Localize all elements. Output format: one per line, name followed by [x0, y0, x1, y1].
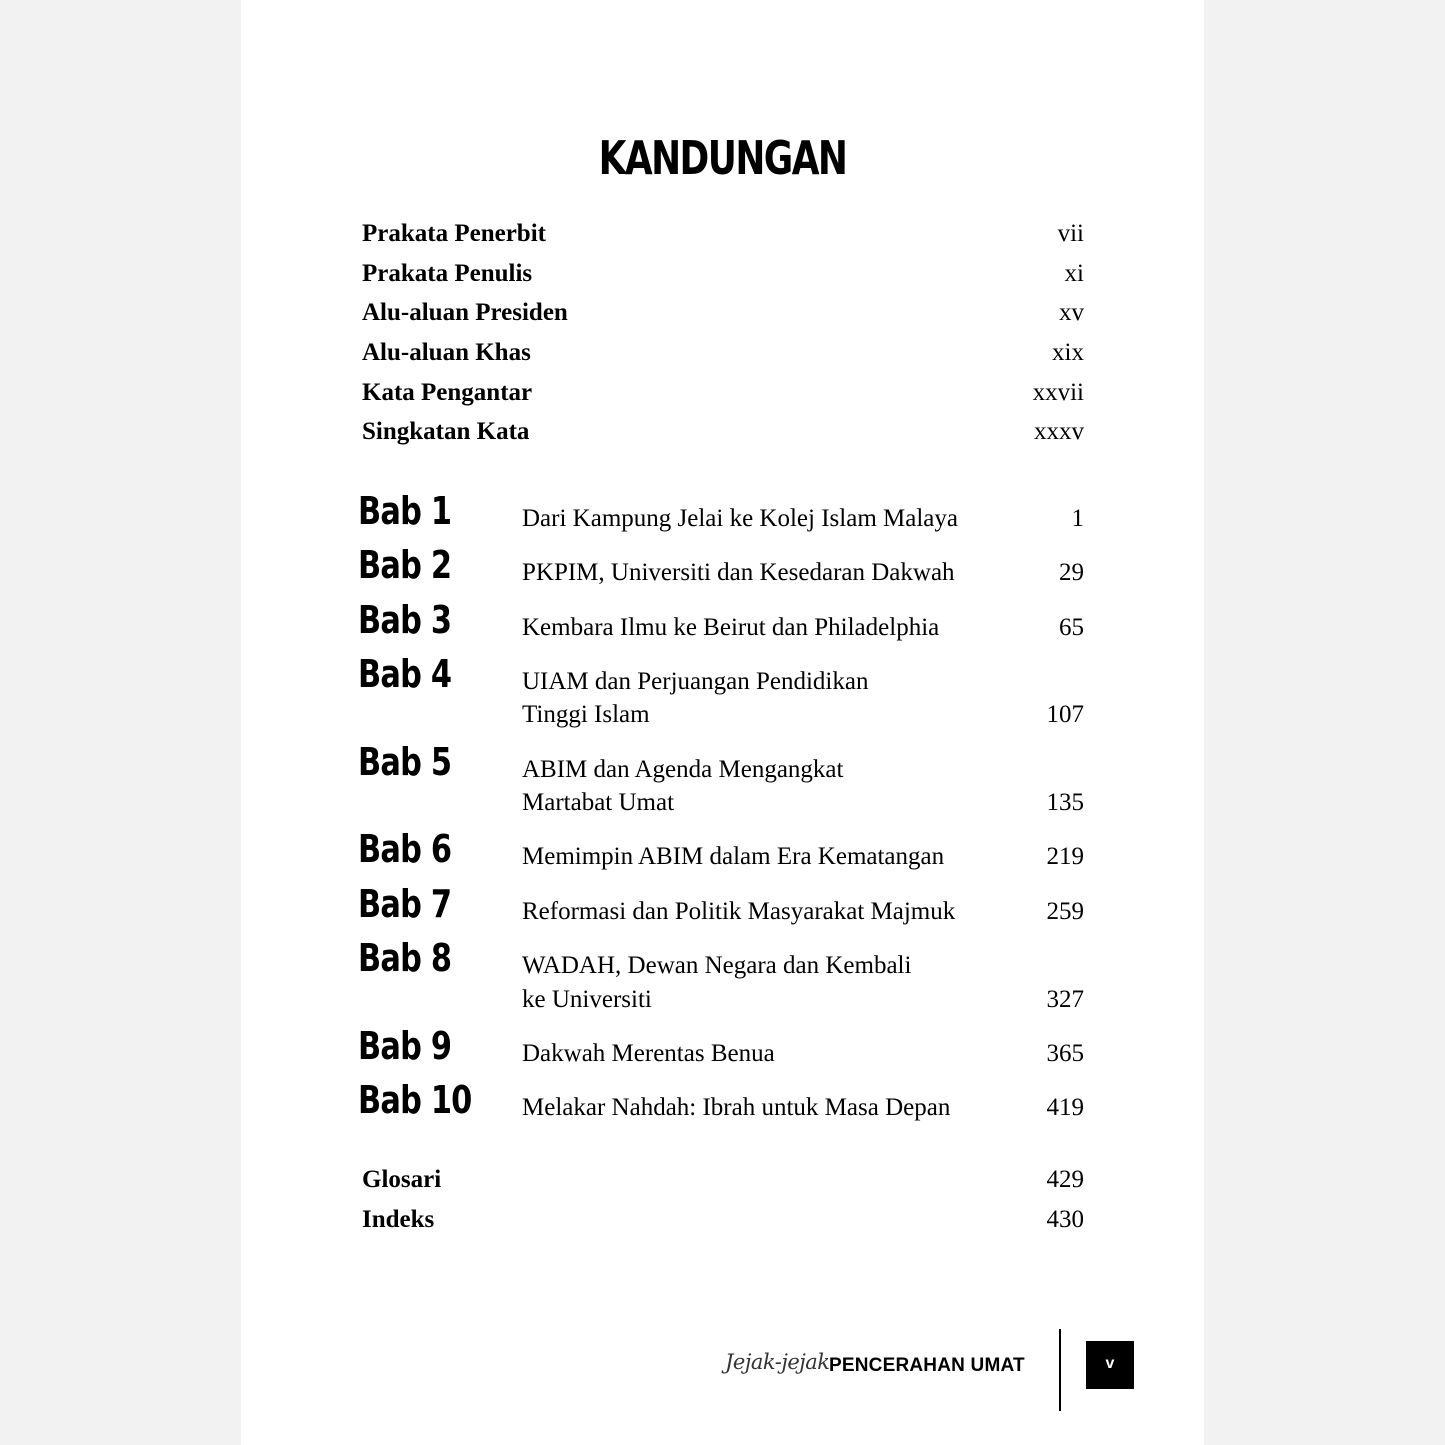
chapter-page: 29: [1059, 559, 1084, 587]
toc-entry: [362, 1200, 1084, 1240]
toc-entry-page: 430: [1046, 1205, 1084, 1233]
chapter-page: 419: [1046, 1094, 1084, 1122]
front-matter-list: [362, 214, 1084, 452]
toc-entry-label: Kata Pengantar: [362, 378, 533, 406]
chapter-entry: [358, 824, 1084, 878]
toc-entry: [362, 412, 1084, 452]
toc-entry: [362, 214, 1084, 254]
chapter-title-line: Reformasi dan Politik Masyarakat Majmuk: [522, 897, 956, 925]
chapter-number: Bab 5: [358, 739, 452, 784]
chapter-number: Bab 1: [358, 489, 452, 533]
chapter-number: Bab 4: [358, 651, 452, 696]
toc-entry-label: Indeks: [362, 1205, 435, 1233]
toc-entry-page: xxxv: [1034, 418, 1084, 446]
toc-entry-page: vii: [1057, 220, 1084, 247]
chapter-page: 107: [1046, 701, 1084, 729]
chapter-number: Bab 2: [358, 543, 452, 588]
toc-entry: [362, 293, 1084, 333]
chapter-page: 135: [1046, 789, 1084, 817]
chapter-title-line: Dari Kampung Jelai ke Kolej Islam Malaya: [522, 505, 958, 532]
back-matter-list: [362, 1160, 1084, 1239]
toc-entry-page: xv: [1059, 299, 1084, 327]
chapter-title-line: PKPIM, Universiti dan Kesedaran Dakwah: [522, 559, 955, 587]
chapter-title-line: Melakar Nahdah: Ibrah untuk Masa Depan: [522, 1094, 951, 1122]
chapter-entry: [358, 595, 1084, 649]
chapter-number: Bab 10: [358, 1078, 472, 1123]
page-number-box: v: [1086, 1341, 1134, 1389]
toc-entry-label: Prakata Penulis: [362, 259, 533, 287]
toc-entry-page: xxvii: [1032, 378, 1084, 406]
chapter-entry: [358, 933, 1084, 1021]
chapter-entry: [358, 879, 1084, 933]
chapter-number: Bab 6: [358, 827, 452, 872]
chapter-title-line: Kembara Ilmu ke Beirut dan Philadelphia: [522, 613, 940, 641]
chapter-title-line: Dakwah Merentas Benua: [522, 1039, 775, 1067]
toc-entry-label: Glosari: [362, 1166, 442, 1193]
book-page: [241, 0, 1204, 1445]
chapter-title-line: Memimpin ABIM dalam Era Kematangan: [522, 843, 945, 871]
chapter-page: 327: [1046, 985, 1084, 1013]
chapter-list: [358, 486, 1084, 1129]
chapter-number: Bab 7: [358, 881, 452, 926]
footer-divider: [1059, 1329, 1061, 1411]
footer-book-title: PENCERAHAN UMAT: [829, 1355, 1025, 1376]
chapter-number: Bab 8: [358, 936, 452, 981]
chapter-entry: [358, 486, 1084, 540]
chapter-page: 365: [1046, 1039, 1084, 1067]
chapter-title-line: WADAH, Dewan Negara dan Kembali: [522, 952, 912, 980]
toc-entry-label: Alu-aluan Presiden: [362, 299, 568, 327]
toc-entry-label: Singkatan Kata: [362, 418, 530, 446]
chapter-title-line: Tinggi Islam: [522, 701, 650, 729]
chapter-entry: [358, 649, 1084, 737]
chapter-entry: [358, 540, 1084, 594]
toc-entry: [362, 1160, 1084, 1200]
toc-entry: [362, 373, 1084, 413]
chapter-page: 65: [1059, 613, 1084, 641]
chapter-title-line: ke Universiti: [522, 985, 652, 1013]
chapter-page: 1: [1071, 505, 1084, 532]
chapter-title-line: UIAM dan Perjuangan Pendidikan: [522, 667, 869, 695]
toc-entry: [362, 254, 1084, 294]
chapter-title-line: ABIM dan Agenda Mengangkat: [522, 755, 844, 783]
toc-entry-label: Alu-aluan Khas: [362, 339, 531, 367]
toc-entry-page: xi: [1064, 259, 1084, 287]
chapter-page: 259: [1046, 897, 1084, 925]
footer-script-text: Jejak-jejak: [725, 1350, 830, 1374]
chapter-entry: [358, 737, 1084, 825]
page-title: KANDUNGAN: [598, 131, 847, 185]
toc-entry-page: 429: [1046, 1166, 1084, 1193]
toc-entry: [362, 333, 1084, 373]
chapter-number: Bab 3: [358, 597, 452, 642]
chapter-title-line: Martabat Umat: [522, 789, 675, 817]
toc-entry-label: Prakata Penerbit: [362, 220, 546, 247]
chapter-number: Bab 9: [358, 1023, 452, 1068]
chapter-page: 219: [1046, 843, 1084, 871]
chapter-entry: [358, 1021, 1084, 1075]
chapter-entry: [358, 1075, 1084, 1129]
toc-entry-page: xix: [1052, 339, 1084, 367]
